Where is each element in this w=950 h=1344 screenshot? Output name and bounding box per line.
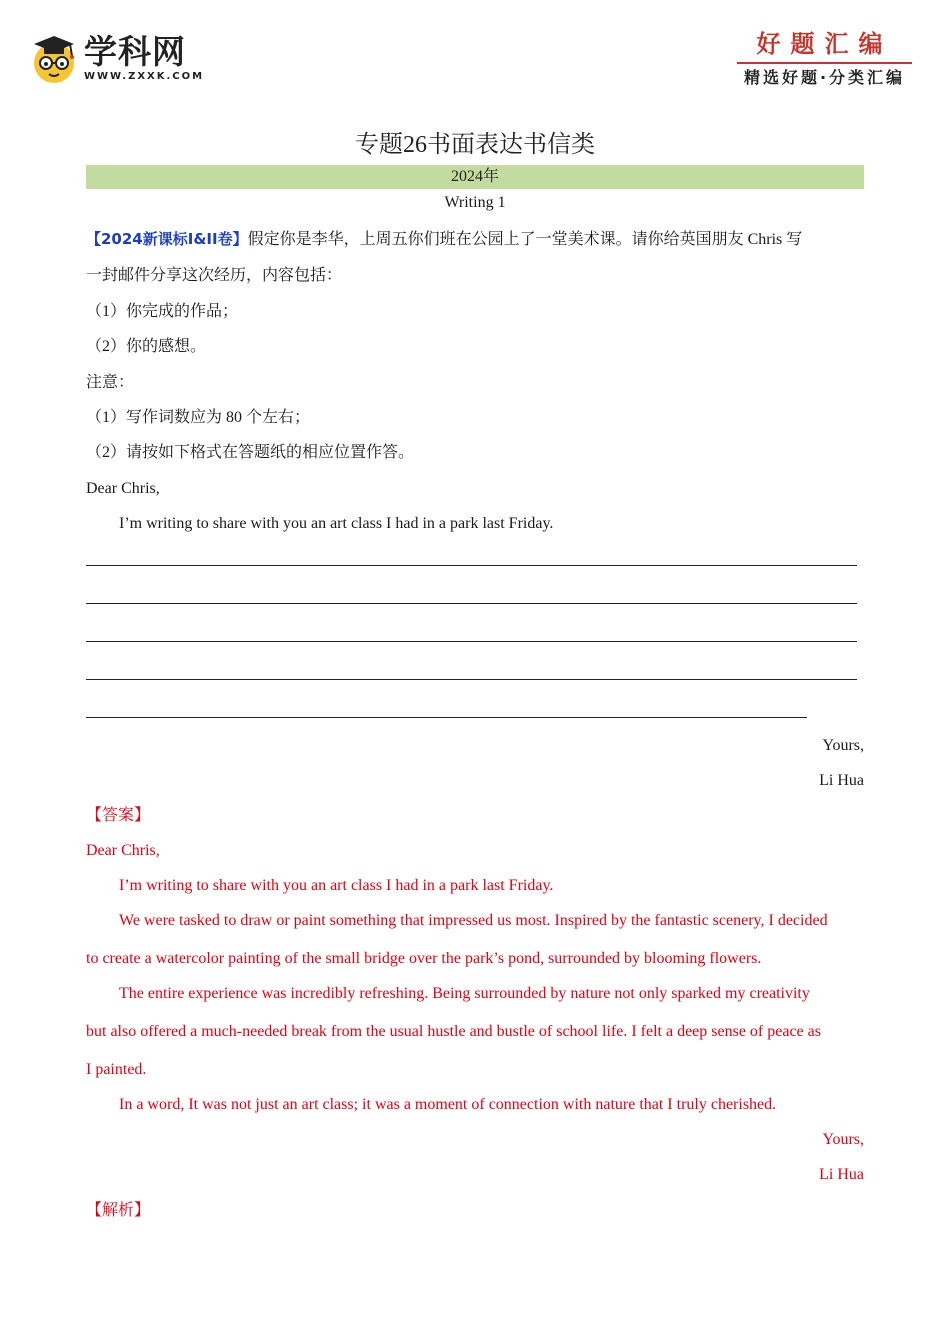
writing-heading: Writing 1 <box>444 194 506 211</box>
note-label: 注意： <box>86 374 135 391</box>
answer-para3: In a word, It was not just an art class; it was a moment of connection with nature that I truly cherished. <box>119 1096 777 1113</box>
stamp-title: 好题汇编 <box>756 30 893 58</box>
analysis-label: 【解析】 <box>86 1202 151 1219</box>
prompt-text-1: 假定你是李华，上周五你们班在公园上了一堂美术课。请你给英国朋友 Chris 写 <box>247 231 803 248</box>
answer-para1-line2: to create a watercolor painting of the small bridge over the park’s pond, surrounded by blooming flowers. <box>86 950 762 967</box>
logo-name: 学科网 <box>84 32 186 71</box>
answer-salutation: Dear Chris, <box>86 842 160 859</box>
letter-salutation: Dear Chris, <box>86 480 160 497</box>
note-2: （2）请按如下格式在答题纸的相应位置作答。 <box>86 444 415 461</box>
zxxk-logo[interactable] <box>30 30 204 86</box>
note-1: （1）写作词数应为 80 个左右； <box>86 409 311 426</box>
answer-para2-line3: I painted. <box>86 1061 147 1078</box>
question-prompt-line1 <box>86 229 864 250</box>
content-point-2: （2）你的感想。 <box>86 338 207 355</box>
letter-closing: Yours, <box>822 737 864 754</box>
mascot-icon <box>30 30 78 86</box>
question-source-tag: 【2024新课标Ⅰ&II卷】 <box>86 230 248 248</box>
answer-para2-line2: but also offered a much-needed break from the usual hustle and bustle of school life. I felt a deep sense of peace as <box>86 1023 821 1040</box>
answer-blank-line <box>86 603 857 604</box>
content-point-1: （1）你完成的作品； <box>86 303 239 320</box>
year-banner: 2024年 <box>86 165 864 189</box>
answer-label: 【答案】 <box>86 807 151 824</box>
answer-closing: Yours, <box>822 1131 864 1148</box>
page-header <box>0 0 950 110</box>
question-prompt-line2: 一封邮件分享这次经历，内容包括： <box>86 267 343 284</box>
answer-blank-line <box>86 641 857 642</box>
answer-signature: Li Hua <box>819 1166 864 1183</box>
answer-para1-line1: We were tasked to draw or paint something that impressed us most. Inspired by the fantastic scenery, I decided <box>119 912 828 929</box>
page-title: 专题26书面表达书信类 <box>355 132 595 158</box>
letter-signature: Li Hua <box>819 772 864 789</box>
series-stamp <box>737 28 912 88</box>
answer-opening: I’m writing to share with you an art class I had in a park last Friday. <box>119 877 554 894</box>
answer-blank-line <box>86 565 857 566</box>
letter-opening: I’m writing to share with you an art class I had in a park last Friday. <box>119 515 554 532</box>
logo-url: WWW.ZXXK.COM <box>84 71 205 82</box>
answer-blank-line <box>86 679 857 680</box>
answer-para2-line1: The entire experience was incredibly refreshing. Being surrounded by nature not only sparked my creativity <box>119 985 810 1002</box>
stamp-subtitle: 精选好题·分类汇编 <box>743 68 906 87</box>
stamp-divider <box>737 62 912 64</box>
answer-blank-line <box>86 717 807 718</box>
